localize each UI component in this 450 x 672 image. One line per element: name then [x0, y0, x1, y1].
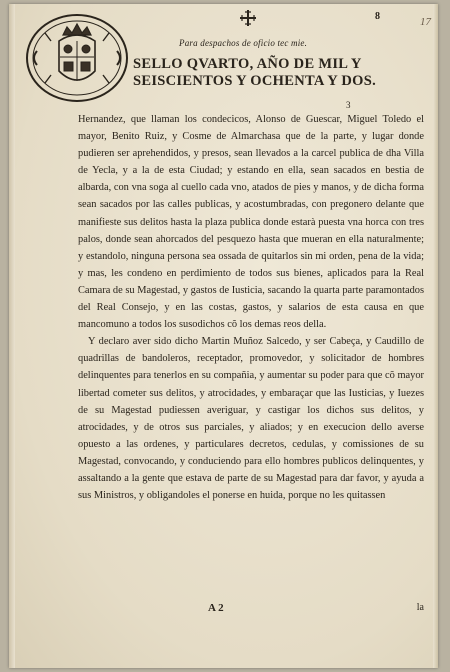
- document-page: [9, 4, 438, 668]
- folio-number: 8: [375, 11, 380, 22]
- document-body: [78, 111, 424, 504]
- handwritten-folio: 17: [420, 16, 431, 28]
- catchword: la: [416, 602, 424, 613]
- seal-title: SELLO QVARTO, AÑO DE MIL Y SEISCIENTOS Y OCHENTA Y DOS.: [133, 56, 377, 89]
- royal-coat-of-arms-stamp: [23, 11, 131, 105]
- page-edge-left: [9, 4, 15, 668]
- page-footer: [78, 602, 424, 616]
- paragraph: Hernandez, que llaman los condecicos, Alonso de Guescar, Miguel Toledo el mayor, Benito Ruiz, y Cosme de Almarchasa que de la parte, y lugar donde pudieren ser aprehendidos, y presos, sean llevados a la carcel publica de dha Villa de Yecla, y a la de esta Ciudad; y estando en ella, sean sacados en bestia de albarda, con vna soga al cuello cada vno, atados de pies y manos, y de dicha forma sean sacados por las calles publicas, y acostumbradas, con pregonero delante que manifieste sus delitos hasta la plaza publica donde estarà puesta vna horca con tres palos, donde sean ahorcados del pesquezo hasta que mueran en ella naturalmente; y estandolo, ninguna persona sea ossada de quitarlos sin mi orden, pena de la vida; y mas, les condeno en perdimiento de todos sus bienes, aplicados para la Real Camara de su Magestad, y gastos de Iusticia, sacando la quarta parte paramontados del Real Consejo, y en las costas, gastos, y salarios de esta causa en que mancomuno a todos los susodichos cõ los demas reos della.: [78, 114, 424, 331]
- cross-icon: [239, 9, 257, 27]
- paragraph: Y declaro aver sido dicho Martin Muñoz Salcedo, y ser Cabeça, y Caudillo de quadrillas de bandoleros, receptador, promovedor, y solicitador de hombres delinquentes para tenerlos en su compañia, y aumentar su poder para que cõ mayor libertad cometer sus delitos, y atrocidades, y embaraçar que las Iusticias, y Iuezes de su Magestad pudiessen averiguar, y castigar los dichos sus delitos, y atrocidades, y de otros sus parciales, y aliados; y en execucion dello averse opuesto a las ordenes, y particulares decretos, cedulas, y comissiones de su Magestad, convocando, y conduciendo para ello hombres publicos delinquentes, y assaltando a la gente que estava de parte de su Magestad para dar favor, y ayuda a sus Ministros, y obligandoles el ponerse en huida, porque no les quitassen: [78, 336, 424, 502]
- signature-mark: 3: [346, 100, 351, 110]
- page-edge-right: [433, 4, 438, 668]
- signature-marker: A 2: [208, 602, 224, 614]
- top-note: Para despachos de oficio tec mie.: [179, 38, 308, 48]
